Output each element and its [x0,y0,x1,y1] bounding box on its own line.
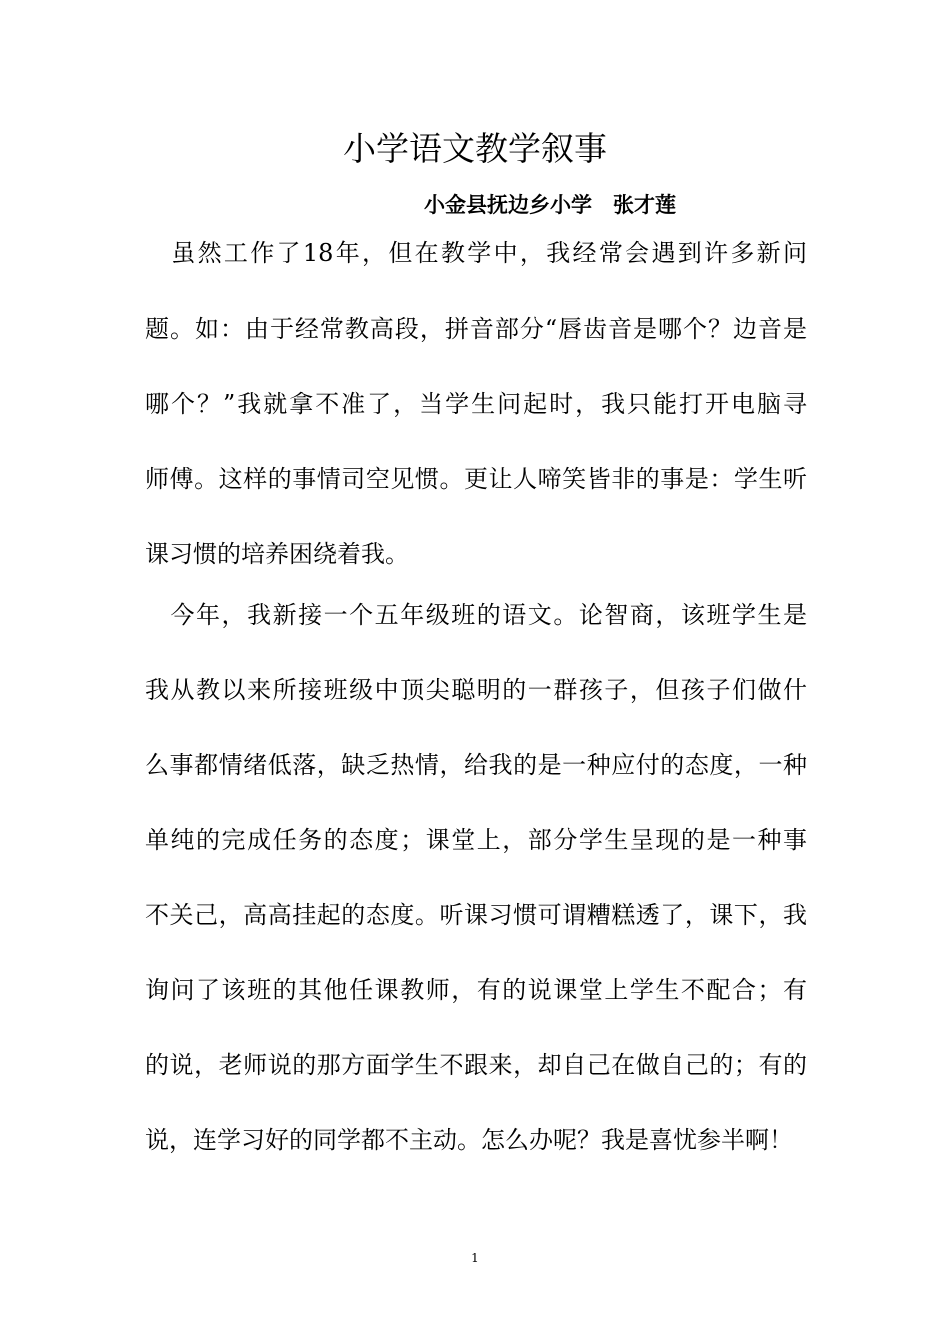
author-line: 小金县抚边乡小学 张才莲 [424,193,676,217]
paragraph-line: 我从教以来所接班级中顶尖聪明的一群孩子，但孩子们做什 [145,676,807,704]
document-title: 小学语文教学叙事 [343,129,607,168]
paragraph-line: 哪个？”我就拿不准了，当学生问起时，我只能打开电脑寻 [145,390,807,418]
paragraph-line: 今年，我新接一个五年级班的语文。论智商，该班学生是 [145,601,807,629]
paragraph-line: 单纯的完成任务的态度；课堂上，部分学生呈现的是一种事 [145,826,807,854]
paragraph-line: 的说，老师说的那方面学生不跟来，却自己在做自己的；有的 [145,1051,807,1079]
paragraph-line: 不关己，高高挂起的态度。听课习惯可谓糟糕透了，课下，我 [145,901,807,929]
paragraph-line: 么事都情绪低落，缺乏热情，给我的是一种应付的态度，一种 [145,751,807,779]
paragraph-line: 说，连学习好的同学都不主动。怎么办呢？我是喜忧参半啊！ [145,1126,793,1154]
paragraph-line: 课习惯的培养困绕着我。 [145,540,409,568]
paragraph-line: 师傅。这样的事情司空见惯。更让人啼笑皆非的事是：学生听 [145,465,807,493]
paragraph-line: 询问了该班的其他任课教师，有的说课堂上学生不配合；有 [145,976,807,1004]
paragraph-line: 题。如：由于经常教高段，拼音部分“唇齿音是哪个？边音是 [145,315,807,343]
paragraph-line: 虽然工作了18年，但在教学中，我经常会遇到许多新问 [145,239,807,267]
page-number: 1 [471,1251,479,1265]
